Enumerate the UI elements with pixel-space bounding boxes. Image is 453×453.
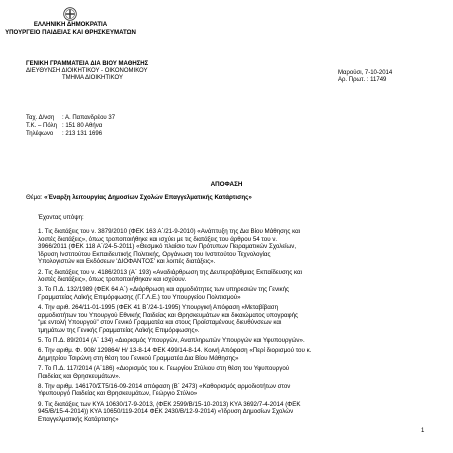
address-block (26, 114, 115, 138)
consideration-item (38, 365, 433, 380)
consideration-line: Παιδείας και Θρησκευμάτων». (38, 372, 121, 380)
subject-line (26, 194, 252, 201)
consideration-line: 5. Το Π.Δ. 89/2014 (Α΄ 134) «Διορισμός Υπουργών, Αναπληρωτών Υπουργών και Υφυπουργών». (38, 337, 305, 345)
consideration-line: 7. Το Π.Δ. 117/2014 (Α΄186) «Διορισμός του κ. Γεωργίου Στύλιου στη θέση του Υφυπουργού (38, 365, 290, 373)
address-postal-row (26, 122, 115, 130)
street-value: : Α. Παπανδρέου 37 (62, 115, 116, 121)
consideration-line: Γραμματείας Λαϊκής Επιμόρφωσης (Γ.Γ.Λ.Ε.) του Υπουργείου Πολιτισμού» (38, 293, 241, 301)
consideration-line: λοιπές διατάξεις», όπως τροποποιήθηκε και ισχύει με τις διατάξεις του άρθρου 54 του ν. (38, 235, 278, 243)
consideration-item (38, 347, 433, 362)
consideration-line: 1. Τις διατάξεις του ν. 3879/2010 (ΦΕΚ 163 Α΄/21-9-2010) «Ανάπτυξη της Δια Βίου Μάθησης και (38, 228, 301, 235)
consideration-item (38, 269, 433, 284)
consideration-line: 6. Την αριθμ. Φ. 908/ 129864/ Η/ 13-8-14 ΦΕΚ 499/14-8-14. Κοινή Απόφαση «Περί διορισμού του κ. (38, 347, 312, 355)
consideration-item (38, 401, 433, 424)
consideration-line: Δημητρίου Τσιρώνη στη θέση του Γενικού Γραμματέα Δια Βίου Μάθησης» (38, 354, 239, 362)
street-label: Ταχ. Δ/νση (26, 115, 55, 121)
consideration-line: "με εντολή Υπουργού" στον Γενικό Γραμματέα και στους Προϊσταμένους διευθύνσεων και (38, 319, 282, 327)
protocol-number: Αρ. Πρωτ. : 11749 (338, 77, 387, 84)
consideration-item (38, 228, 433, 266)
place-date: Μαρούσι, 7-10-2014 (338, 70, 393, 76)
phone-value: : 213 131 1696 (62, 131, 103, 137)
consideration-item (38, 286, 433, 301)
address-phone-row (26, 130, 115, 138)
consideration-line: τμημάτων της Γενικής Γραμματείας Λαϊκής Επιμόρφωσης». (38, 326, 200, 334)
consideration-line: Επαγγελματικής Κατάρτισης» (38, 415, 119, 423)
consideration-line: 4. Την αριθ. 264/11-01-1995 (ΦΕΚ 41 Β΄/24-1-1995) Υπουργική Απόφαση «Μεταβίβαση (38, 304, 279, 312)
page-number: 1 (421, 428, 425, 434)
consideration-line: 2. Τις διατάξεις του ν. 4186/2013 (Α΄ 193) «Αναδιάρθρωση της Δευτεροβάθμιας Εκπαίδευσης και (38, 268, 302, 276)
postal-label: Τ.Κ. – Πόλη (26, 123, 57, 129)
consideration-line: 945/Β/15-4-2014)) ΚΥΑ 10650/119-2014 ΦΕΚ 2430/Β/12-9-2014) «Ίδρυση Δημοσίων Σχολών (38, 408, 294, 416)
subject-text: «Έναρξη λειτουργίας Δημοσίων Σχολών Επαγγελματικής Κατάρτισης» (44, 194, 252, 201)
consideration-line: 9. Τις διατάξεις των ΚΥΑ 10630/17-9-2013, (ΦΕΚ 2599/Β/15-10-2013) ΚΥΑ 3692/7-4-2014 (ΦΕΚ (38, 400, 301, 408)
consideration-item (38, 383, 433, 398)
republic-heading: ΕΛΛΗΝΙΚΗ ΔΗΜΟΚΡΑΤΙΑ (33, 21, 108, 28)
ministry-heading: ΥΠΟΥΡΓΕΙΟ ΠΑΙΔΕΙΑΣ ΚΑΙ ΘΡΗΣΚΕΥΜΑΤΩΝ (5, 28, 136, 36)
having-regard-heading: Έχοντας υπόψη: (38, 214, 84, 221)
phone-label: Τηλέφωνο (26, 131, 54, 137)
address-street-row (26, 114, 115, 122)
issuer-header (0, 21, 141, 36)
consideration-item (38, 337, 433, 345)
consideration-line: Υπολογιστών και Εκδόσεων 'ΔΙΟΦΑΝΤΟΣ' και λοιπές διατάξεις». (38, 258, 216, 266)
considerations-list (38, 228, 433, 426)
document-meta (338, 70, 392, 84)
subject-label: Θέμα: (26, 194, 45, 201)
consideration-line: αρμοδιοτήτων του Υπουργού Εθνικής Παιδείας και Θρησκευμάτων και δικαιώματος υπογραφής (38, 311, 299, 319)
consideration-line: 3. Το Π.Δ. 132/1989 (ΦΕΚ 64 Α΄) «Διάρθρωση και αρμοδιότητες των υπηρεσιών της Γενικής (38, 286, 290, 294)
consideration-line: Ίδρυση Ινστιτούτου Εκπαιδευτικής Πολιτικής, Οργάνωση του Ινστιτούτου Τεχνολογίας (38, 250, 271, 258)
directorate-text: ΔΙΕΥΘΥΝΣΗ ΔΙΟΙΚΗΤΙΚΟΥ - ΟΙΚΟΝΟΜΙΚΟΥ (26, 68, 148, 75)
postal-value: : 151 80 Αθήνα (62, 123, 103, 129)
consideration-line: Υφυπουργό Παιδείας και Θρησκευμάτων, Γεώργιο Στύλιο» (38, 390, 198, 398)
decision-title: ΑΠΟΦΑΣΗ (210, 181, 243, 188)
consideration-item (38, 304, 433, 334)
secretariat-heading: ΓΕΝΙΚΗ ΓΡΑΜΜΑΤΕΙΑ ΔΙΑ ΒΙΟΥ ΜΑΘΗΣΗΣ (26, 61, 149, 67)
department-text: ΤΜΗΜΑ ΔΙΟΙΚΗΤΙΚΟΥ (62, 75, 123, 82)
issuer-details (26, 61, 148, 83)
greek-emblem-icon (63, 7, 77, 21)
consideration-line: 8. Την αριθμ. 146170/ΣΤ5/16-09-2014 απόφαση (Β΄ 2473) «Καθορισμός αρμοδιοτήτων στον (38, 382, 291, 390)
consideration-line: λοιπές διατάξεις», όπως τροποποιήθηκαν και ισχύουν. (38, 276, 187, 284)
consideration-line: 3966/2011 (ΦΕΚ 118 Α΄/24-5-2011) «Θεσμικό πλαίσιο των Πρότυπων Πειραματικών Σχολείων, (38, 243, 297, 251)
